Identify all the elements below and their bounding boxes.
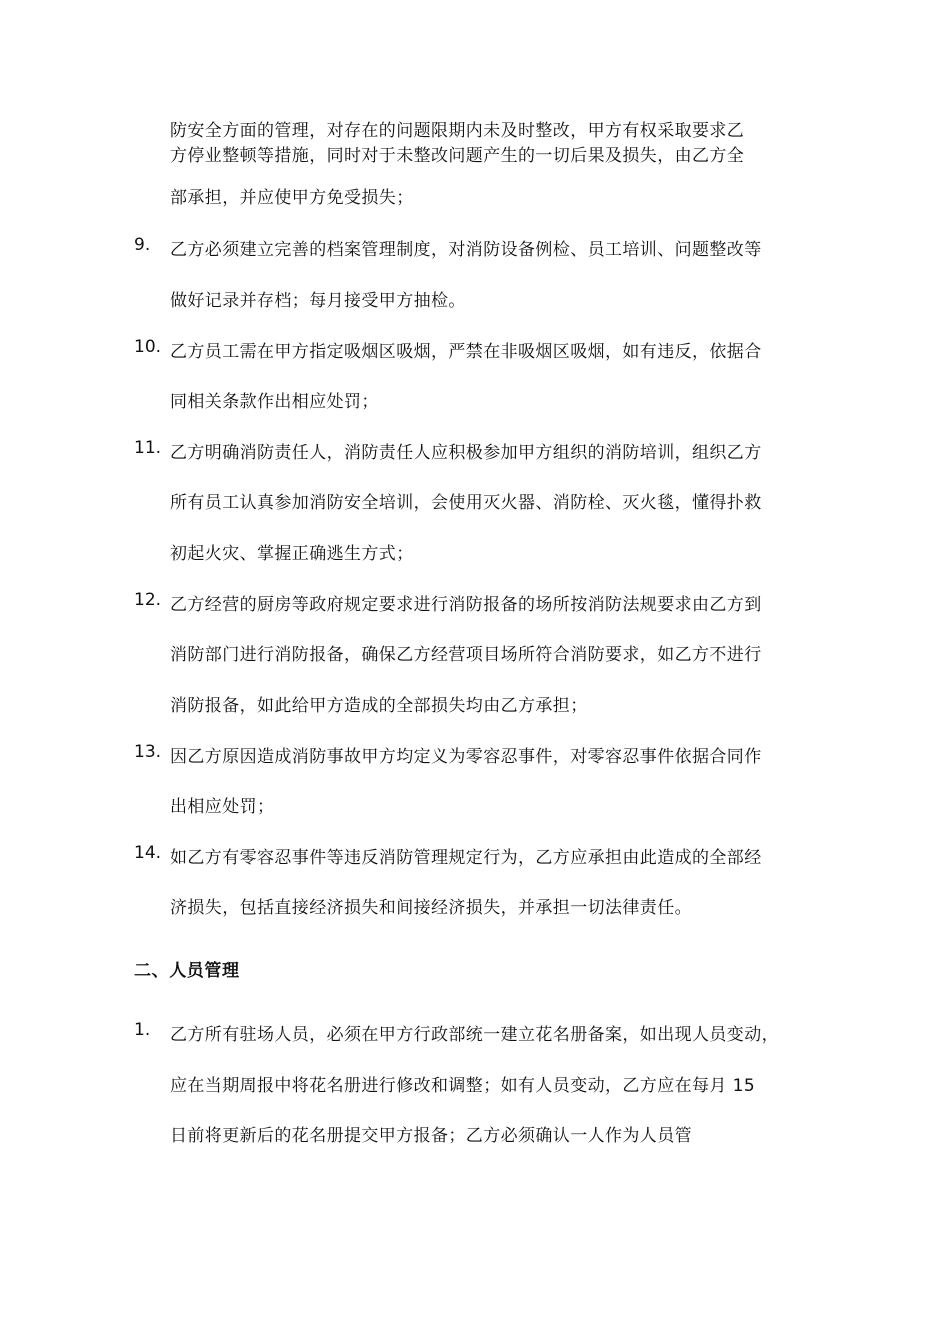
list-item-number: 13. (134, 742, 162, 762)
list-item-line: 应在当期周报中将花名册进行修改和调整；如有人员变动，乙方应在每月 15 (170, 1076, 756, 1096)
list-item-line: 乙方经营的厨房等政府规定要求进行消防报备的场所按消防法规要求由乙方到 (170, 595, 762, 615)
list-item-line: 如乙方有零容忍事件等违反消防管理规定行为，乙方应承担由此造成的全部经 (170, 848, 762, 868)
list-item-line: 消防部门进行消防报备，确保乙方经营项目场所符合消防要求，如乙方不进行 (170, 645, 762, 665)
list-item-line: 做好记录并存档；每月接受甲方抽检。 (170, 291, 466, 311)
paragraph-line: 部承担，并应使甲方免受损失； (170, 188, 414, 208)
list-item-number: 12. (134, 590, 162, 610)
list-item-line: 消防报备，如此给甲方造成的全部损失均由乙方承担； (170, 696, 588, 716)
list-item-line: 同相关条款作出相应处罚； (170, 392, 379, 412)
list-item-line: 乙方明确消防责任人，消防责任人应积极参加甲方组织的消防培训，组织乙方 (170, 443, 762, 463)
section-heading: 二、人员管理 (134, 961, 240, 981)
list-item-line: 所有员工认真参加消防安全培训，会使用灭火器、消防栓、灭火毯，懂得扑救 (170, 493, 762, 513)
list-item-line: 济损失，包括直接经济损失和间接经济损失，并承担一切法律责任。 (170, 898, 692, 918)
list-item-line: 初起火灾、掌握正确逃生方式； (170, 544, 414, 564)
list-item-line: 乙方员工需在甲方指定吸烟区吸烟，严禁在非吸烟区吸烟，如有违反，依据合 (170, 342, 762, 362)
list-item-line: 乙方必须建立完善的档案管理制度，对消防设备例检、员工培训、问题整改等 (170, 240, 762, 260)
list-item-number: 1. (134, 1020, 151, 1040)
list-item-line: 乙方所有驻场人员，必须在甲方行政部统一建立花名册备案，如出现人员变动， (170, 1025, 779, 1045)
list-item-number: 10. (134, 337, 162, 357)
list-item-number: 11. (134, 438, 162, 458)
list-item-number: 9. (134, 235, 151, 255)
list-item-line: 出相应处罚； (170, 797, 275, 817)
list-item-line: 因乙方原因造成消防事故甲方均定义为零容忍事件，对零容忍事件依据合同作 (170, 747, 762, 767)
list-item-line: 日前将更新后的花名册提交甲方报备；乙方必须确认一人作为人员管 (170, 1126, 692, 1146)
paragraph-line: 方停业整顿等措施，同时对于未整改问题产生的一切后果及损失，由乙方全 (170, 146, 745, 166)
list-item-number: 14. (134, 843, 162, 863)
paragraph-line: 防安全方面的管理，对存在的问题限期内未及时整改，甲方有权采取要求乙 (170, 121, 745, 141)
